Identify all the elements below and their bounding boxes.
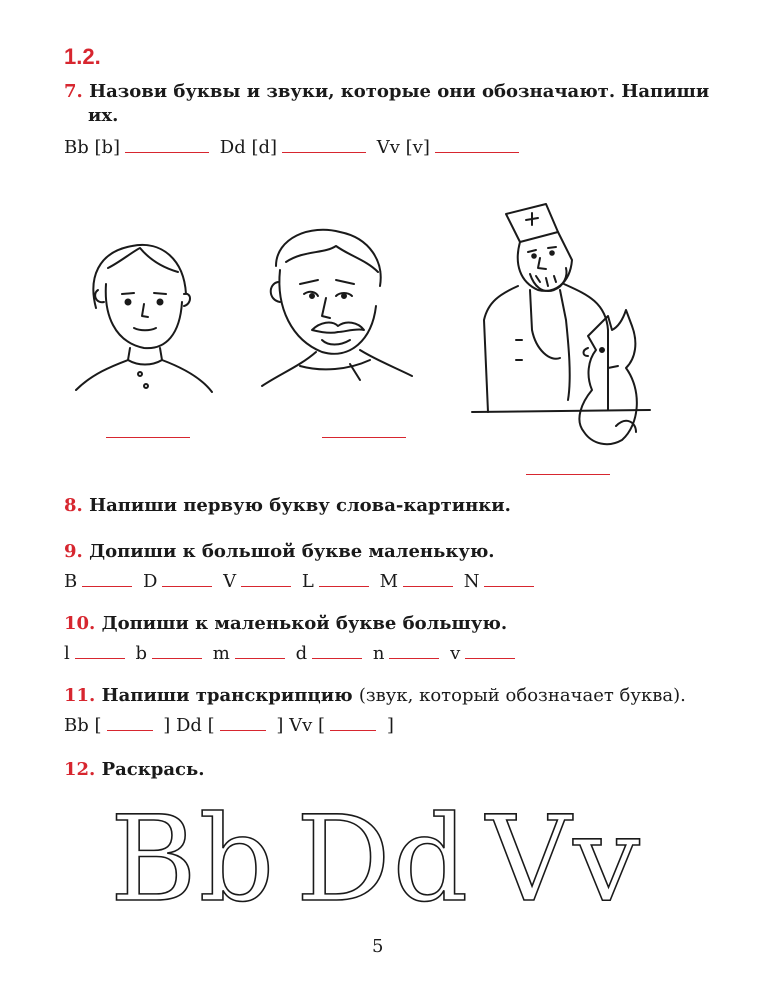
- letter-v: v: [450, 643, 461, 664]
- task-8-number: 8.: [64, 495, 83, 516]
- task-10-instruction: [64, 612, 507, 636]
- letter-L: L: [301, 571, 314, 592]
- letter-N: N: [463, 571, 480, 592]
- task-11-number: 11.: [64, 685, 96, 706]
- doctor-answer-line[interactable]: [526, 474, 610, 475]
- task-12-instruction: [64, 758, 204, 782]
- answer-blank[interactable]: [241, 568, 291, 587]
- letter-B: B: [64, 571, 78, 592]
- task-7-item-d: Dd [d]: [219, 137, 278, 158]
- answer-blank[interactable]: [152, 640, 202, 659]
- boy-illustration: [76, 245, 212, 392]
- letter-V: V: [223, 571, 237, 592]
- transcription-close: ]: [386, 715, 394, 736]
- answer-blank[interactable]: [162, 568, 212, 587]
- section-number: 1.2.: [64, 44, 101, 69]
- outline-letters-bb[interactable]: Bb: [110, 790, 277, 928]
- task-10-letter-row: [64, 640, 520, 666]
- doctor-with-dog-illustration: [472, 204, 650, 444]
- letter-l: l: [64, 643, 70, 664]
- answer-blank[interactable]: [435, 134, 519, 153]
- letter-D: D: [142, 571, 158, 592]
- transcription-bb: Bb [: [64, 715, 102, 736]
- answer-blank[interactable]: [330, 712, 376, 731]
- task-7-text-line2: их.: [88, 105, 119, 126]
- answer-blank[interactable]: [312, 640, 362, 659]
- answer-blank[interactable]: [484, 568, 534, 587]
- task-12-number: 12.: [64, 759, 96, 780]
- task-8-instruction: [64, 494, 511, 518]
- man-illustration: [262, 230, 412, 386]
- answer-blank[interactable]: [319, 568, 369, 587]
- task-10-number: 10.: [64, 613, 96, 634]
- answer-blank[interactable]: [107, 712, 153, 731]
- answer-blank[interactable]: [82, 568, 132, 587]
- outline-letters-vv[interactable]: Vv: [486, 790, 642, 928]
- task-9-text: Допиши к большой букве маленькую.: [89, 541, 495, 562]
- task-10-text: Допиши к маленькой букве большую.: [101, 613, 508, 634]
- answer-blank[interactable]: [282, 134, 366, 153]
- task-7-letter-row: [64, 134, 524, 160]
- task-7-item-b: Bb [b]: [64, 137, 121, 158]
- task-9-instruction: [64, 540, 495, 564]
- task-11-text-bold: Напиши транскрипцию: [101, 685, 353, 706]
- transcription-vv: ] Vv [: [276, 715, 326, 736]
- letter-M: M: [379, 571, 398, 592]
- outline-letters-dd[interactable]: Dd: [296, 790, 471, 928]
- task-11-transcription-row: [64, 712, 394, 738]
- boy-answer-line[interactable]: [106, 437, 190, 438]
- illustrations: [60, 190, 700, 490]
- page-number: 5: [372, 936, 384, 957]
- answer-blank[interactable]: [403, 568, 453, 587]
- letter-n: n: [372, 643, 385, 664]
- task-9-number: 9.: [64, 541, 83, 562]
- task-7-number: 7.: [64, 81, 83, 102]
- task-11-text-normal: (звук, который обозначает буква).: [358, 685, 686, 706]
- answer-blank[interactable]: [235, 640, 285, 659]
- letter-d: d: [295, 643, 308, 664]
- answer-blank[interactable]: [125, 134, 209, 153]
- task-7-instruction: [64, 80, 709, 104]
- answer-blank[interactable]: [389, 640, 439, 659]
- task-12-text: Раскрась.: [101, 759, 205, 780]
- letter-m: m: [212, 643, 230, 664]
- answer-blank[interactable]: [220, 712, 266, 731]
- transcription-dd: ] Dd [: [163, 715, 215, 736]
- task-7-item-v: Vv [v]: [376, 137, 430, 158]
- task-9-letter-row: [64, 568, 539, 594]
- task-8-text: Напиши первую букву слова-картинки.: [89, 495, 511, 516]
- answer-blank[interactable]: [75, 640, 125, 659]
- man-answer-line[interactable]: [322, 437, 406, 438]
- answer-blank[interactable]: [465, 640, 515, 659]
- task-11-instruction: [64, 684, 686, 708]
- letter-b: b: [135, 643, 148, 664]
- task-7-text-line1: Назови буквы и звуки, которые они обозначают. Напиши: [89, 81, 710, 102]
